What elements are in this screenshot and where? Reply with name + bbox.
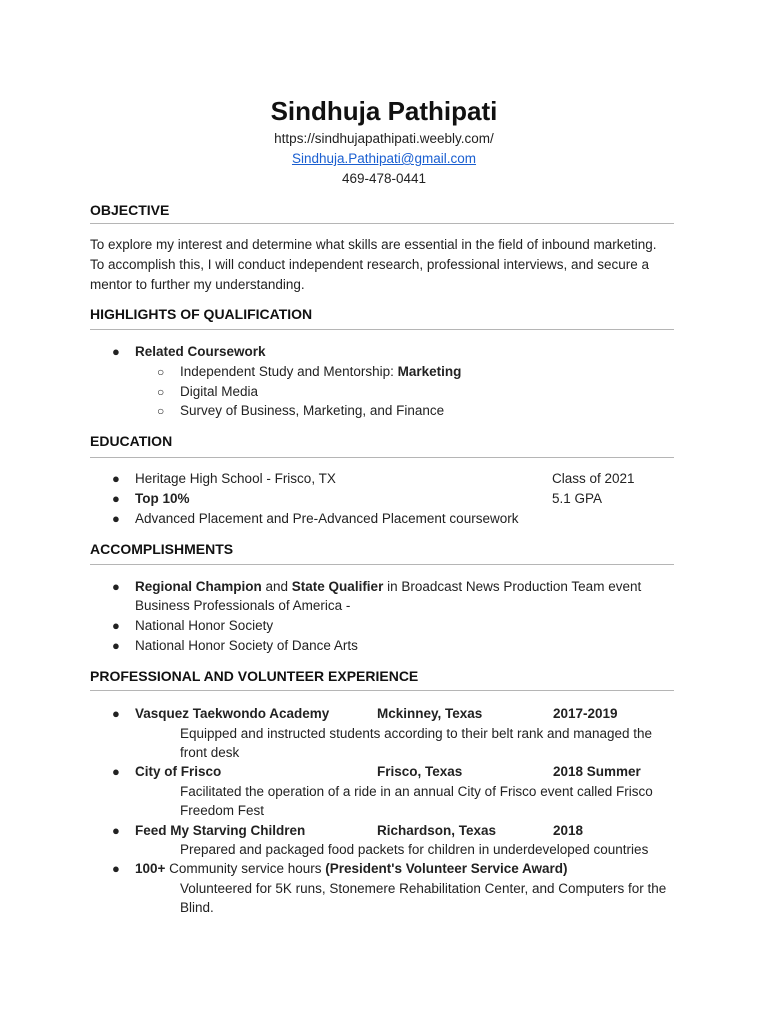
job-location: Frisco, Texas [377,764,463,779]
objective-heading: OBJECTIVE [90,202,170,218]
bullet-icon: ● [112,638,120,653]
service-hours: 100+ [135,861,166,876]
bullet-icon: ● [112,491,120,506]
service-description [0,898,768,918]
job-date: 2018 Summer [553,764,641,779]
award-text: Business Professionals of America - [135,598,351,613]
list-item [0,636,768,656]
service-desc-line: Blind. [180,900,214,915]
job-row [0,762,768,782]
course-text: Survey of Business, Marketing, and Finance [180,403,445,418]
experience-heading: PROFESSIONAL AND VOLUNTEER EXPERIENCE [90,668,419,684]
award-title: State Qualifier [291,579,384,594]
list-item-continuation [0,596,768,616]
section-divider [90,223,674,224]
job-desc-line: front desk [180,745,240,760]
email-link[interactable]: Sindhuja.Pathipati@gmail.com [291,151,477,166]
candidate-name: Sindhuja Pathipati [270,96,498,126]
list-item [0,616,768,636]
accomplishments-heading: ACCOMPLISHMENTS [90,541,234,557]
class-rank: Top 10% [135,491,190,506]
website-link[interactable]: https://sindhujapathipati.weebly.com/ [274,131,494,146]
objective-text [90,235,680,295]
list-item [0,509,768,529]
list-subitem [0,401,768,421]
job-location: Richardson, Texas [377,823,497,838]
job-description [0,840,768,860]
list-item [0,577,768,597]
job-location: Mckinney, Texas [377,706,483,721]
award-text: in Broadcast News Production Team event [383,579,642,594]
section-divider [90,690,674,691]
job-org: Vasquez Taekwondo Academy [135,706,330,721]
job-desc-line: Facilitated the operation of a ride in an annual City of Frisco event called Frisco [180,784,653,799]
job-description [0,782,768,802]
list-subitem [0,362,768,382]
list-item [0,469,768,489]
phone-number: 469-478-0441 [341,171,427,186]
job-row [0,821,768,841]
award-title: Regional Champion [135,579,262,594]
education-heading: EDUCATION [90,433,173,449]
highlights-heading: HIGHLIGHTS OF QUALIFICATION [90,306,313,322]
graduation-year: Class of 2021 [552,471,635,486]
job-org: City of Frisco [135,764,222,779]
job-date: 2018 [553,823,584,838]
bullet-icon: ● [112,764,120,779]
hollow-bullet-icon: ○ [157,365,165,379]
bullet-icon: ● [112,618,120,633]
service-text: Community service hours [165,861,326,876]
list-item [0,342,768,362]
service-description [0,879,768,899]
bullet-icon: ● [112,344,120,359]
bullet-icon: ● [112,706,120,721]
job-description [0,724,768,744]
conjunction: and [261,579,292,594]
course-text: Independent Study and Mentorship: [180,364,398,379]
course-focus: Marketing [397,364,462,379]
section-divider [90,564,674,565]
job-desc-line: Equipped and instructed students according to their belt rank and managed the [180,726,653,741]
list-item [0,489,768,509]
school-name: Heritage High School - Frisco, TX [135,471,336,486]
job-org: Feed My Starving Children [135,823,306,838]
objective-line: To accomplish this, I will conduct independent research, professional interviews, and secure a [90,257,650,272]
coursework-text: Advanced Placement and Pre-Advanced Placement coursework [135,511,519,526]
objective-line: To explore my interest and determine what skills are essential in the field of inbound marketing. [90,237,657,252]
job-desc-line: Prepared and packaged food packets for children in underdeveloped countries [180,842,649,857]
award-text: National Honor Society of Dance Arts [135,638,358,653]
job-description [0,801,768,821]
job-description [0,743,768,763]
coursework-label: Related Coursework [135,344,266,359]
award-text: National Honor Society [135,618,274,633]
bullet-icon: ● [112,861,120,876]
service-desc-line: Volunteered for 5K runs, Stonemere Rehabilitation Center, and Computers for the [180,881,667,896]
hollow-bullet-icon: ○ [157,404,165,418]
job-date: 2017-2019 [553,706,618,721]
course-text: Digital Media [180,384,259,399]
gpa: 5.1 GPA [552,491,603,506]
job-desc-line: Freedom Fest [180,803,265,818]
section-divider [90,329,674,330]
bullet-icon: ● [112,823,120,838]
objective-line: mentor to further my understanding. [90,277,305,292]
bullet-icon: ● [112,471,120,486]
bullet-icon: ● [112,511,120,526]
job-row [0,704,768,724]
service-award: (President's Volunteer Service Award) [325,861,568,876]
bullet-icon: ● [112,579,120,594]
hollow-bullet-icon: ○ [157,385,165,399]
service-row [0,859,768,879]
section-divider [90,457,674,458]
list-subitem [0,382,768,402]
